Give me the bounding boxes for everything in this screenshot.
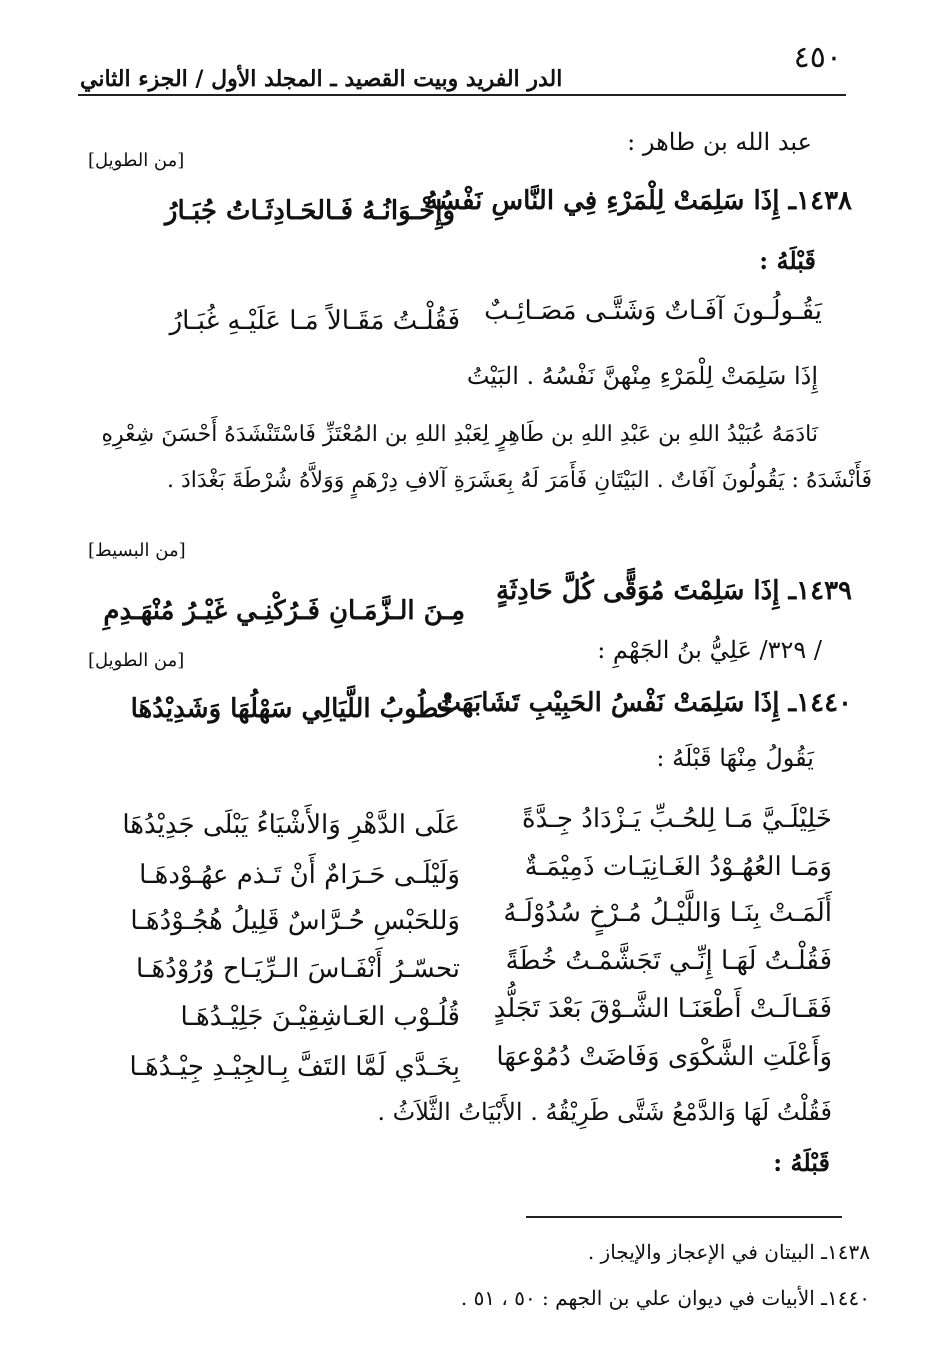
verse-hemistich-left: بِخَـدَّي لَمَّا التَفَّ بِـالجِيْـدِ جِيْـدُهَـا (129, 1052, 460, 1082)
footnote-divider (526, 1216, 842, 1218)
prose-line: فَأَنْشَدَهُ : يَقُولُونَ آفَاتٌ . البَيْتَانِ فَأَمَرَ لَهُ بِعَشَرَةِ آلافِ دِرْهَمٍ وَوَلاَّهُ شُرْطَةَ بَغْدَادَ . (166, 468, 872, 493)
page-number: ٤٥٠ (793, 40, 842, 75)
closing-line: فَقُلْتُ لَهَا وَالدَّمْعُ شَتَّى طَرِيْقُهُ . الأَبْيَاتُ الثَّلاَثُ . (377, 1098, 832, 1126)
verse-hemistich-right: وَمَـا العُهُـوْدُ الغَـانِيَـات ذَمِيْمَـةٌ (524, 852, 832, 882)
verse-hemistich-left: وَإِخْـوَانُـهُ فَـالحَـادِثَـاتُ جُبَـارُ (164, 196, 455, 226)
header-divider (78, 94, 846, 96)
footnote: ١٤٣٨ـ البيتان في الإعجاز والإيجاز . (587, 1240, 870, 1264)
verse-hemistich-left: تحسّـرُ أَنْفَـاسَ الـرِّيَـاح وُرُوْدُهَـا (135, 954, 460, 984)
poet-name: / ٣٢٩/ عَلِيُّ بنُ الجَهْمِ : (597, 636, 822, 664)
verse-hemistich-right: وَأَعْلَتِ الشَّكْوَى وَفَاضَتْ دُمُوْعهَا (496, 1042, 832, 1072)
verse-hemistich-right: ١٤٣٩ـ إِذَا سَلِمْتَ مُوَقًّى كُلَّ حَادِثَةٍ (496, 576, 852, 606)
verse-hemistich-right: ١٤٤٠ـ إِذَا سَلِمَتْ نَفْسُ الحَبِيْبِ تَشَابَهَتْ (436, 688, 852, 718)
running-title: الدر الفريد وبيت القصيد ـ المجلد الأول / الجزء الثاني (80, 66, 563, 92)
meter-label: [من البسيط] (88, 540, 186, 561)
meter-label: [من الطويل] (88, 650, 185, 671)
verse-hemistich-left: خُطُوبُ اللَّيَالِي سَهْلُهَا وَشَدِيْدُهَا (130, 694, 455, 724)
verse-hemistich-left: قُلُـوْب العَـاشِقِيْـنَ جَلِيْـدُهَـا (180, 1002, 460, 1032)
verse-hemistich-right: يَقُـولُـونَ آفَـاتٌ وَشَتَّـى مَصَـائِـبٌ (484, 296, 822, 326)
before-label: قَبْلَهُ : (759, 246, 816, 275)
prose-line: نَادَمَهُ عُبَيْدُ اللهِ بن عَبْدِ اللهِ بن طَاهِرٍ لِعَبْدِ اللهِ بن المُعْتَزِّ فَاسْتَنْشَدَهُ أَحْسَنَ شِعْرِهِ (101, 422, 818, 447)
verse-hemistich-right: فَقُلْـتُ لَهَـا إِنِّـي تَجَشَّمْـتُ خُطَةً (505, 946, 832, 976)
before-label: يَقُولُ مِنْهَا قَبْلَهُ : (656, 744, 814, 772)
meter-label: [من الطويل] (88, 150, 185, 171)
verse-hemistich-left: مِـنَ الـزَّمَـانِ فَـرُكْنِـي غَيْـرُ مُنْهَـدِمِ (103, 596, 465, 626)
verse-hemistich-left: عَلَى الدَّهْرِ وَالأَشْيَاءُ يَبْلَى جَدِيْدُهَا (122, 810, 460, 840)
footnote: ١٤٤٠ـ الأبيات في ديوان علي بن الجهم : ٥٠ ، ٥١ . (460, 1286, 870, 1310)
verse-hemistich-right: فَقَـالَـتْ أَطْعَنَـا الشَّـوْقَ بَعْدَ تَجَلُّدٍ (493, 994, 832, 1024)
verse-hemistich-right: أَلَمَـتْ بِنَـا وَاللَّيْـلُ مُـرْخٍ سُدُوْلَـهُ (503, 898, 832, 928)
quote-line: إِذَا سَلِمَتْ لِلْمَرْءِ مِنْهنَّ نَفْسُهُ . البَيْتُ (466, 362, 818, 390)
verse-hemistich-left: فَقُلْـتُ مَقَـالاً مَـا عَلَيْـهِ غُبَـارُ (169, 306, 460, 336)
verse-hemistich-right: ١٤٣٨ـ إِذَا سَلِمَتْ لِلْمَرْءِ فِي النَّاسِ نَفْسُهُ (424, 186, 852, 216)
before-label: قَبْلَهُ : (773, 1148, 830, 1177)
verse-hemistich-left: وَلَيْلَـى حَـرَامٌ أَنْ تَـذم عهُـوْدهَـا (139, 860, 460, 890)
verse-hemistich-right: خَلِيْلَـيَّ مَـا لِلحُـبِّ يَـزْدَادُ جِـدَّةً (522, 804, 832, 834)
verse-hemistich-left: وَللحَبْسِ حُـرَّاسٌ قَلِيلُ هُجُـوْدُهَـا (130, 906, 460, 936)
poet-name: عبد الله بن طاهر : (627, 128, 812, 156)
